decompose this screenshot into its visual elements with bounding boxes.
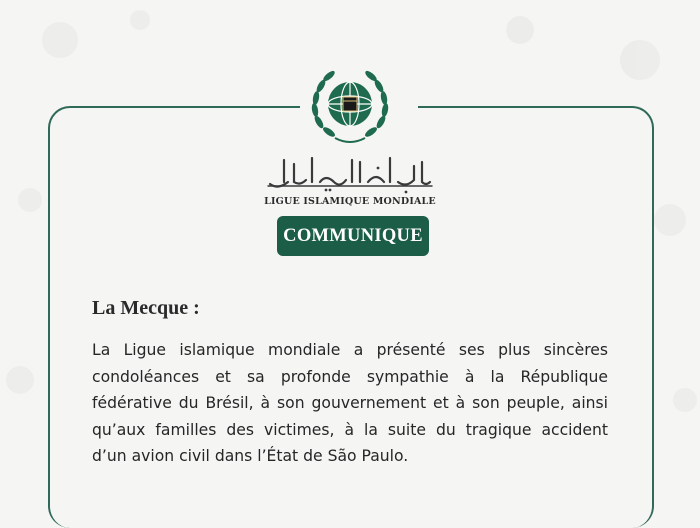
body-line: qu’aux familles des victimes, à la suite du tragique accident <box>92 420 608 439</box>
body-line: fédérative du Brésil, à son gouvernement et à son peuple, ainsi <box>92 394 608 412</box>
body-line: La Ligue islamique mondiale a présenté ses plus sincères <box>92 341 608 359</box>
arabic-calligraphy-logo <box>264 152 436 196</box>
communique-badge: COMMUNIQUE <box>277 216 429 256</box>
body-line: condoléances et sa profonde sympathie à la République <box>92 367 608 386</box>
globe-laurel-emblem-icon <box>305 64 395 148</box>
communique-body <box>92 337 608 470</box>
dateline-location: La Mecque : <box>92 297 200 319</box>
body-line: d’un avion civil dans l’État de São Paulo. <box>92 447 409 465</box>
organization-name: LIGUE ISLAMIQUE MONDIALE <box>264 196 436 207</box>
